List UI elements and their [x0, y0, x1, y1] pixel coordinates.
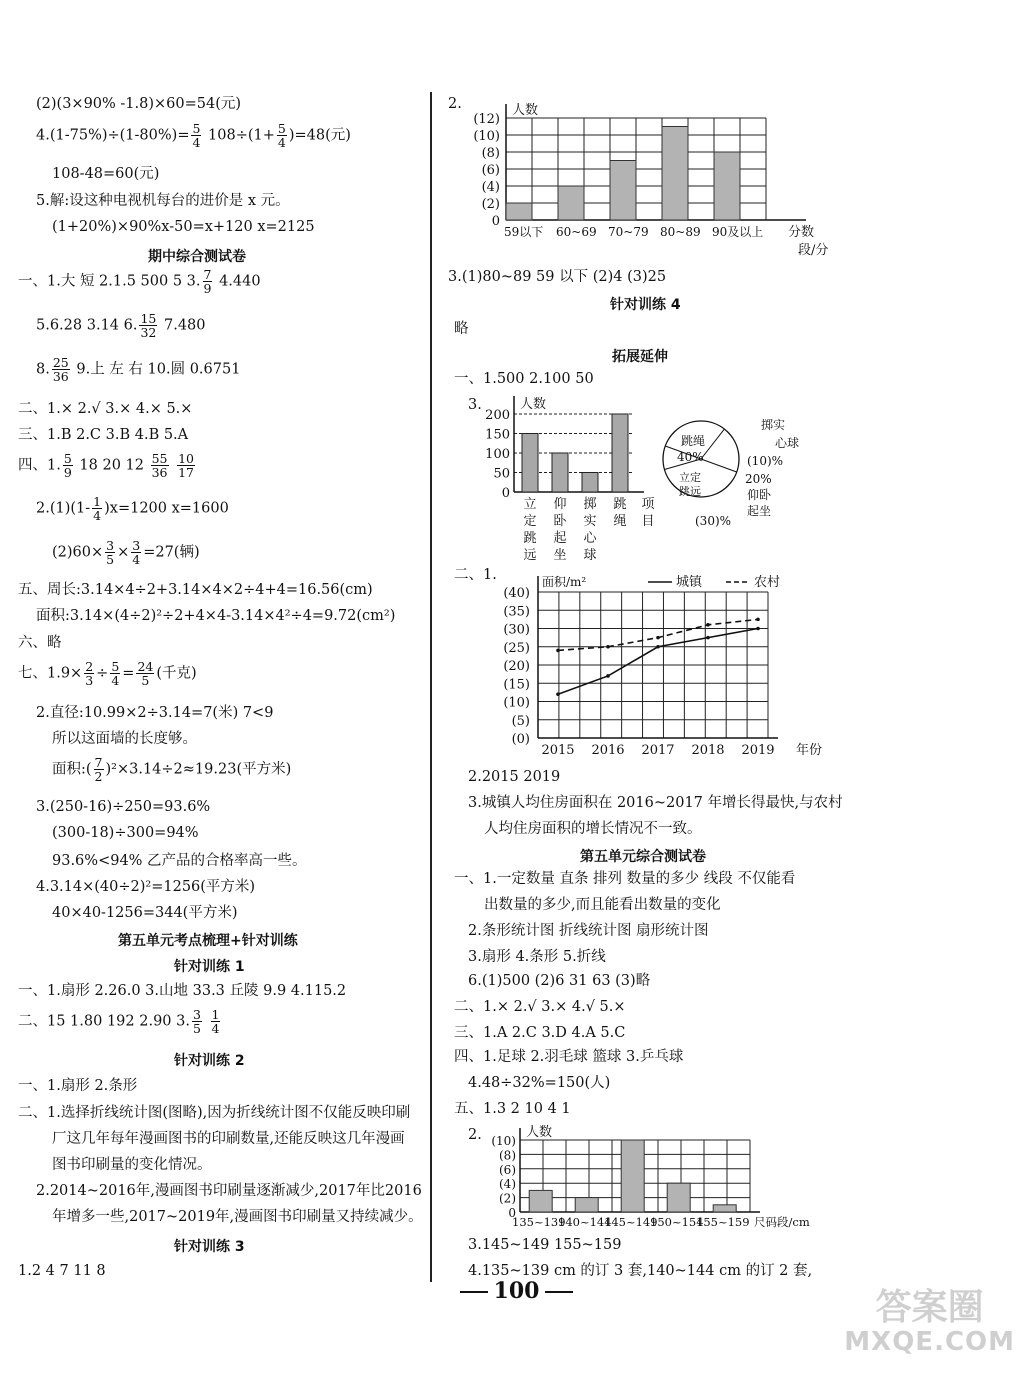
size-bar-chart	[474, 1120, 830, 1230]
left-heading: 针对训练 1	[174, 959, 245, 975]
x-tick-label: 心	[583, 531, 597, 546]
bar-59以下	[506, 203, 532, 220]
bar-掷实心球	[582, 473, 598, 493]
right-heading: 拓展延伸	[612, 349, 668, 365]
fraction: $\frac{25}{36}$	[52, 355, 69, 384]
x-axis-label: 目	[641, 514, 655, 529]
x-tick-label: 135~139	[512, 1215, 566, 1229]
left-answer-line: 8. $\frac{25}{36}$ 9.上 左 右 10.圆 0.6751	[36, 355, 241, 384]
left-answer-line: (2)(3×90% -1.8)×60=54(元)	[36, 96, 242, 112]
fraction: $\frac{7}{9}$	[203, 267, 212, 296]
y-tick-label: (4)	[499, 1177, 516, 1192]
series-point	[556, 692, 560, 696]
y-tick-label: (2)	[499, 1191, 516, 1206]
x-tick-label: 60~69	[556, 225, 597, 239]
x-axis-label: 项	[641, 497, 655, 512]
y-tick-label: 100	[485, 447, 510, 462]
x-tick-label: 2015	[541, 743, 575, 758]
right-answer-line: 3.(1)80~89 59 以下 (2)4 (3)25	[448, 269, 667, 285]
bar-140~144	[575, 1198, 598, 1212]
right-answer-line: 三、1.A 2.C 3.D 4.A 5.C	[454, 1025, 626, 1041]
bar-60~69	[558, 186, 584, 220]
y-tick-label: 200	[485, 408, 510, 423]
series-point	[706, 623, 710, 627]
right-heading: 针对训练 4	[610, 297, 681, 313]
fraction: $\frac{3}{4}$	[132, 538, 141, 567]
y-tick-label: (12)	[473, 112, 500, 127]
right-answer-line: 3.	[468, 397, 482, 413]
fraction: $\frac{10}{17}$	[178, 451, 195, 480]
fraction: $\frac{5}{4}$	[277, 121, 286, 150]
right-answer-line: 2.2015 2019	[468, 769, 561, 785]
right-answer-line: 二、1.	[454, 567, 497, 583]
series-point	[706, 636, 710, 640]
right-answer-line: 2.	[448, 96, 462, 112]
x-tick-label: 绳	[613, 514, 627, 529]
left-heading: 第五单元考点梳理+针对训练	[118, 933, 298, 949]
x-tick-label: 球	[583, 548, 597, 563]
left-answer-line: 93.6%<94% 乙产品的合格率高一些。	[52, 853, 307, 869]
left-answer-line: 六、略	[18, 635, 62, 651]
left-answer-line: 2.2014~2016年,漫画图书印刷量逐渐减少,2017年比2016	[36, 1183, 422, 1199]
x-tick-label: 145~149	[604, 1215, 658, 1229]
left-answer-line: 40×40-1256=344(平方米)	[52, 905, 238, 921]
series-point	[606, 645, 610, 649]
y-tick-label: (10)	[491, 1134, 516, 1148]
pie-label: (10)%	[747, 454, 784, 468]
left-answer-line: 二、1.× 2.√ 3.× 4.× 5.×	[18, 401, 193, 417]
pie-label: 20%	[745, 472, 772, 486]
y-tick-label: (10)	[473, 129, 500, 144]
left-answer-line: 四、1. $\frac{5}{9}$ 18 20 12 $\frac{55}{36}$ $\frac{10}{17}$	[18, 451, 195, 480]
fraction: $\frac{15}{32}$	[140, 311, 157, 340]
bar-145~149	[621, 1140, 644, 1212]
left-answer-line: (2)60× $\frac{3}{5}$ × $\frac{3}{4}$ =27(辆)	[52, 538, 200, 567]
y-tick-label: 50	[493, 466, 510, 482]
y-tick-label: (8)	[499, 1148, 516, 1163]
left-answer-line: 3.(250-16)÷250=93.6%	[36, 799, 211, 815]
right-answer-line: 二、1.× 2.√ 3.× 4.√ 5.×	[454, 999, 626, 1015]
legend-label: 农村	[754, 575, 781, 590]
series-point	[556, 649, 560, 653]
series-point	[656, 645, 660, 649]
pie-label: 心球	[775, 436, 800, 450]
right-answer-line: 2.	[468, 1127, 482, 1143]
left-answer-line: 面积:3.14×(4÷2)²÷2+4×4-3.14×4²÷4=9.72(cm²)	[36, 608, 396, 624]
column-divider	[430, 92, 432, 1282]
left-answer-line: 5.解:设这种电视机每台的进价是 x 元。	[36, 193, 290, 209]
x-tick-label: 150~154	[650, 1215, 704, 1229]
left-heading: 期中综合测试卷	[148, 249, 246, 265]
x-tick-label: 70~79	[608, 225, 649, 239]
bar-150~154	[667, 1183, 690, 1212]
x-axis-label: 年份	[796, 743, 823, 758]
y-axis-label: 面积/m²	[542, 575, 587, 589]
left-answer-line: 一、1.大 短 2.1.5 500 5 3. $\frac{7}{9}$ 4.440	[18, 267, 261, 296]
left-answer-line: 2.(1)(1- $\frac{1}{4}$ )x=1200 x=1600	[36, 494, 229, 523]
right-answer-line: 3.城镇人均住房面积在 2016~2017 年增长得最快,与农村	[468, 795, 843, 811]
right-answer-line: 略	[454, 321, 469, 337]
x-tick-label: 掷	[583, 497, 597, 512]
left-answer-line: 4.(1-75%)÷(1-80%)= $\frac{5}{4}$ 108÷(1+ $\frac{5}{4}$ )=48(元)	[36, 121, 351, 150]
fraction: $\frac{24}{5}$	[137, 659, 154, 688]
left-answer-line: 5.6.28 3.14 6. $\frac{15}{32}$ 7.480	[36, 311, 206, 340]
fraction: $\frac{7}{2}$	[94, 755, 103, 784]
x-tick-label: 155~159	[696, 1215, 750, 1229]
bar-80~89	[662, 127, 688, 221]
pie-label: 40%	[677, 450, 704, 464]
x-tick-label: 远	[523, 548, 537, 563]
y-tick-label: (30)	[503, 622, 530, 638]
left-answer-line: 年增多一些,2017~2019年,漫画图书印刷量又持续减少。	[52, 1209, 423, 1225]
x-axis-label: 尺码段/cm	[754, 1215, 810, 1229]
watermark: 答案圈 MXQE.COM	[844, 1287, 1015, 1357]
bar-跳绳	[612, 414, 628, 492]
y-tick-label: 150	[485, 427, 510, 443]
left-answer-line: 4.3.14×(40÷2)²=1256(平方米)	[36, 879, 256, 895]
y-tick-label: 0	[508, 1206, 516, 1220]
left-answer-line: (300-18)÷300=94%	[52, 825, 199, 841]
x-tick-label: 仰	[553, 497, 567, 512]
x-tick-label: 90及以上	[712, 225, 764, 239]
y-tick-label: 0	[501, 486, 510, 501]
x-axis-label: 段/分	[798, 243, 829, 258]
right-answer-line: 一、1.500 2.100 50	[454, 371, 594, 387]
left-heading: 针对训练 2	[174, 1053, 245, 1069]
fraction: $\frac{1}{4}$	[211, 1007, 220, 1036]
x-tick-label: 2018	[691, 743, 725, 758]
sport-bar-chart	[470, 392, 660, 564]
left-answer-line: 一、1.扇形 2.26.0 3.山地 33.3 丘陵 9.9 4.115.2	[18, 983, 347, 999]
x-tick-label: 140~144	[558, 1215, 612, 1229]
bar-135~139	[529, 1190, 552, 1212]
left-answer-line: 一、1.扇形 2.条形	[18, 1078, 138, 1094]
fraction: $\frac{2}{3}$	[85, 659, 94, 688]
x-tick-label: 立	[523, 497, 537, 512]
x-tick-label: 80~89	[660, 225, 701, 239]
fraction: $\frac{3}{5}$	[106, 538, 115, 567]
bar-立定跳远	[522, 434, 538, 493]
right-answer-line: 3.扇形 4.条形 5.折线	[468, 949, 606, 965]
left-answer-line: 厂这几年每年漫画图书的印刷数量,还能反映这几年漫画	[52, 1131, 405, 1147]
left-answer-line: 所以这面墙的长度够。	[52, 731, 197, 747]
x-tick-label: 实	[583, 514, 597, 529]
y-tick-label: (40)	[503, 586, 530, 601]
bar-90及以上	[714, 152, 740, 220]
y-tick-label: (20)	[503, 659, 530, 674]
pie-label: 起坐	[747, 504, 772, 518]
x-axis-label: 分数	[788, 225, 815, 240]
pie-label: 仰卧	[747, 488, 772, 502]
bar-155~159	[713, 1205, 736, 1212]
y-tick-label: (10)	[503, 695, 530, 711]
x-tick-label: 2017	[641, 743, 675, 758]
right-answer-line: 人均住房面积的增长情况不一致。	[484, 821, 702, 837]
x-tick-label: 起	[553, 531, 567, 546]
left-answer-line: 三、1.B 2.C 3.B 4.B 5.A	[18, 427, 189, 443]
sport-pie-chart	[656, 404, 806, 528]
y-tick-label: 0	[491, 214, 500, 229]
y-tick-label: (8)	[481, 146, 500, 161]
series-point	[756, 627, 760, 631]
y-tick-label: (6)	[499, 1162, 516, 1177]
legend-label: 城镇	[676, 575, 703, 590]
pie-label: 立定	[679, 471, 701, 484]
x-tick-label: 跳	[613, 497, 627, 512]
housing-line-chart	[480, 568, 823, 764]
left-answer-line: (1+20%)×90%x-50=x+120 x=2125	[52, 219, 315, 235]
right-answer-line: 4.135~139 cm 的订 3 套,140~144 cm 的订 2 套,	[468, 1263, 813, 1279]
y-tick-label: (4)	[481, 180, 500, 195]
x-tick-label: 59以下	[504, 225, 544, 239]
fraction: $\frac{3}{5}$	[192, 1007, 201, 1036]
fraction: $\frac{1}{4}$	[93, 494, 102, 523]
x-tick-label: 坐	[553, 548, 567, 563]
y-axis-label: 人数	[520, 397, 547, 412]
bar-仰卧起坐	[552, 453, 568, 492]
y-tick-label: (2)	[481, 197, 500, 212]
left-answer-line: 图书印刷量的变化情况。	[52, 1157, 212, 1173]
x-tick-label: 2016	[591, 743, 625, 758]
pie-label: (30)%	[695, 514, 732, 528]
series-point	[606, 674, 610, 678]
right-answer-line: 一、1.一定数量 直条 排列 数量的多少 线段 不仅能看	[454, 871, 796, 887]
y-tick-label: (25)	[503, 640, 530, 656]
bar-70~79	[610, 161, 636, 221]
series-point	[756, 618, 760, 622]
fraction: $\frac{5}{4}$	[111, 659, 120, 688]
score-bar-chart	[440, 100, 829, 260]
left-answer-line: 五、周长:3.14×4÷2+3.14×4×2÷4+4=16.56(cm)	[18, 582, 373, 598]
left-answer-line: 1.2 4 7 11 8	[18, 1263, 106, 1279]
pie-label: 跳绳	[681, 434, 706, 448]
pie-label: 掷实	[761, 418, 786, 432]
x-tick-label: 跳	[523, 531, 537, 546]
y-tick-label: (6)	[481, 163, 500, 178]
fraction: $\frac{55}{36}$	[151, 451, 168, 480]
y-axis-label: 人数	[512, 103, 539, 118]
left-answer-line: 二、15 1.80 192 2.90 3. $\frac{3}{5}$ $\frac{1}{4}$	[18, 1007, 220, 1036]
x-tick-label: 2019	[741, 743, 775, 758]
fraction: $\frac{5}{4}$	[192, 121, 201, 150]
right-answer-line: 3.145~149 155~159	[468, 1237, 622, 1253]
right-answer-line: 4.48÷32%=150(人)	[468, 1075, 611, 1091]
left-answer-line: 面积:( $\frac{7}{2}$ )²×3.14÷2≈19.23(平方米)	[52, 755, 292, 784]
y-tick-label: (0)	[511, 732, 530, 747]
left-answer-line: 2.直径:10.99×2÷3.14=7(米) 7<9	[36, 705, 274, 721]
y-axis-label: 人数	[526, 1125, 553, 1140]
right-answer-line: 四、1.足球 2.羽毛球 篮球 3.乒乓球	[454, 1049, 684, 1065]
right-answer-line: 6.(1)500 (2)6 31 63 (3)略	[468, 973, 651, 989]
y-tick-label: (15)	[503, 677, 530, 693]
series-point	[656, 636, 660, 640]
y-tick-label: (35)	[503, 604, 530, 620]
right-answer-line: 出数量的多少,而且能看出数量的变化	[484, 897, 721, 913]
y-tick-label: (5)	[511, 713, 530, 729]
left-answer-line: 二、1.选择折线统计图(图略),因为折线统计图不仅能反映印刷	[18, 1105, 411, 1121]
right-answer-line: 2.条形统计图 折线统计图 扇形统计图	[468, 923, 709, 939]
left-heading: 针对训练 3	[174, 1239, 245, 1255]
x-tick-label: 卧	[553, 514, 567, 529]
page-number: 100	[0, 1278, 1033, 1304]
left-answer-line: 108-48=60(元)	[52, 166, 160, 182]
pie-label: 跳远	[679, 485, 701, 498]
right-heading: 第五单元综合测试卷	[580, 849, 706, 865]
right-answer-line: 五、1.3 2 10 4 1	[454, 1101, 571, 1117]
pie-slice-0	[701, 459, 737, 472]
left-answer-line: 七、1.9× $\frac{2}{3}$ ÷ $\frac{5}{4}$ = $\frac{24}{5}$ (千克)	[18, 659, 197, 688]
fraction: $\frac{5}{9}$	[63, 451, 72, 480]
x-tick-label: 定	[523, 514, 537, 529]
